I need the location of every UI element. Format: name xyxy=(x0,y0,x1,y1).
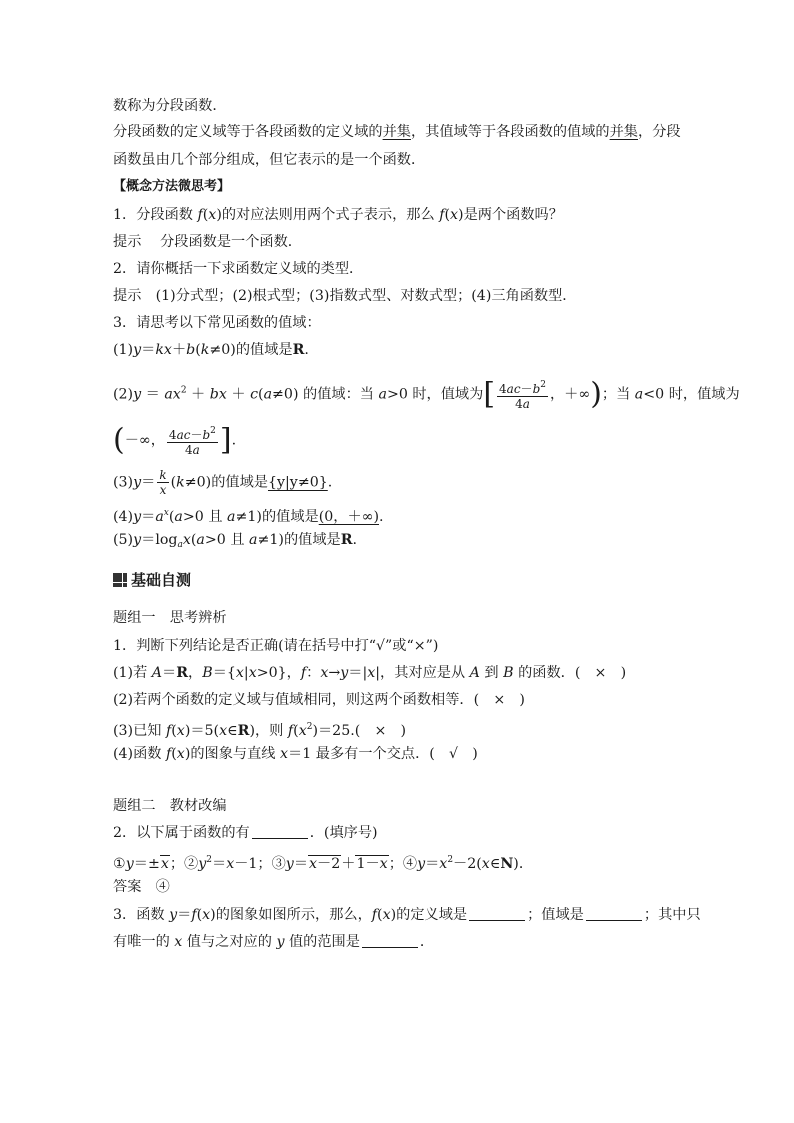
concept-heading: 【概念方法微思考】 xyxy=(113,179,231,194)
question-3-line-2: 有唯一的 x 值与之对应的 y 值的范围是 ． xyxy=(113,934,435,950)
answer-blank xyxy=(586,906,642,921)
question-3-line-1: 3．函数 y＝f(x)的图象如图所示，那么，f(x)的定义域是 ；值域是 ；其中只 xyxy=(113,907,701,923)
answer-blank xyxy=(362,933,418,948)
section-square-icon xyxy=(113,573,127,587)
range-item-2-line-2: (－∞， $\frac{4ac-b^2}{4a}$ ]. xyxy=(113,422,237,458)
intro-line-1: 数称为分段函数． xyxy=(113,98,227,114)
answer-blank xyxy=(252,824,308,839)
concept-question-2: 2．请你概括一下求函数定义域的类型． xyxy=(113,261,364,277)
group-1-question: 1．判断下列结论是否正确(请在括号中打“√”或“×”) xyxy=(113,638,439,654)
question-2: 2．以下属于函数的有 ．(填序号) xyxy=(113,825,378,841)
range-item-4: $(4)y=a^x(a>0$ 且 a≠1)的值域是(0，＋∞). xyxy=(113,508,384,525)
section-heading xyxy=(113,569,191,590)
group-1-title: 题组一 思考辨析 xyxy=(113,610,227,626)
range-item-5: $(5)y=\log_ax(a>0$ 且 a≠1)的值域是R. xyxy=(113,532,358,550)
group-2-title: 题组二 教材改编 xyxy=(113,798,227,814)
statement-3: (3)已知 f(x)＝5(x∈R)，则 $f(x^2)=25$.( × ) xyxy=(113,722,407,739)
concept-hint-1: 提示 分段函数是一个函数． xyxy=(113,234,302,250)
range-item-3: (3)y＝ $\frac{k}{x}$ (k≠0)的值域是{y|y≠0}. xyxy=(113,468,333,497)
section-title: 基础自测 xyxy=(131,571,192,589)
answer-line: 答案 ④ xyxy=(113,879,170,895)
question-2-options: ①y＝±x；$②y^2=x-1$；③y＝x－2＋1－x；$④y=x^2-2(x\in N)$． xyxy=(113,855,534,872)
statement-4: (4)函数 f(x)的图象与直线 x＝1 最多有一个交点．( √ ) xyxy=(113,746,478,762)
concept-question-1: 1．分段函数 f(x)的对应法则用两个式子表示，那么 f(x)是两个函数吗？ xyxy=(113,207,563,223)
answer-blank xyxy=(469,906,525,921)
statement-1: (1)若 A＝R，B＝{x|x>0}，f：x→y＝|x|，其对应是从 A 到 B 的函数．( × ) xyxy=(113,665,627,681)
intro-line-2: 分段函数的定义域等于各段函数的定义域的并集，其值域等于各段函数的值域的并集，分段 xyxy=(113,124,681,140)
intro-line-3: 函数虽由几个部分组成，但它表示的是一个函数． xyxy=(113,152,426,168)
statement-2: (2)若两个函数的定义域与值域相同，则这两个函数相等．( × ) xyxy=(113,692,525,708)
concept-question-3: 3．请思考以下常见函数的值域： xyxy=(113,315,321,331)
range-item-2-line-1: $(2)y = ax^2$ ＋ bx ＋ c(a≠0) 的值域：当 a>0 时，值域为[ $\frac{4ac-b^2}{4a}$ ，＋∞)；当 a<0 时，值域为 xyxy=(113,376,740,412)
concept-hint-2: 提示 (1)分式型；(2)根式型；(3)指数式型、对数式型；(4)三角函数型． xyxy=(113,288,577,304)
range-item-1: (1)y＝kx＋b(k≠0)的值域是R. xyxy=(113,342,309,358)
